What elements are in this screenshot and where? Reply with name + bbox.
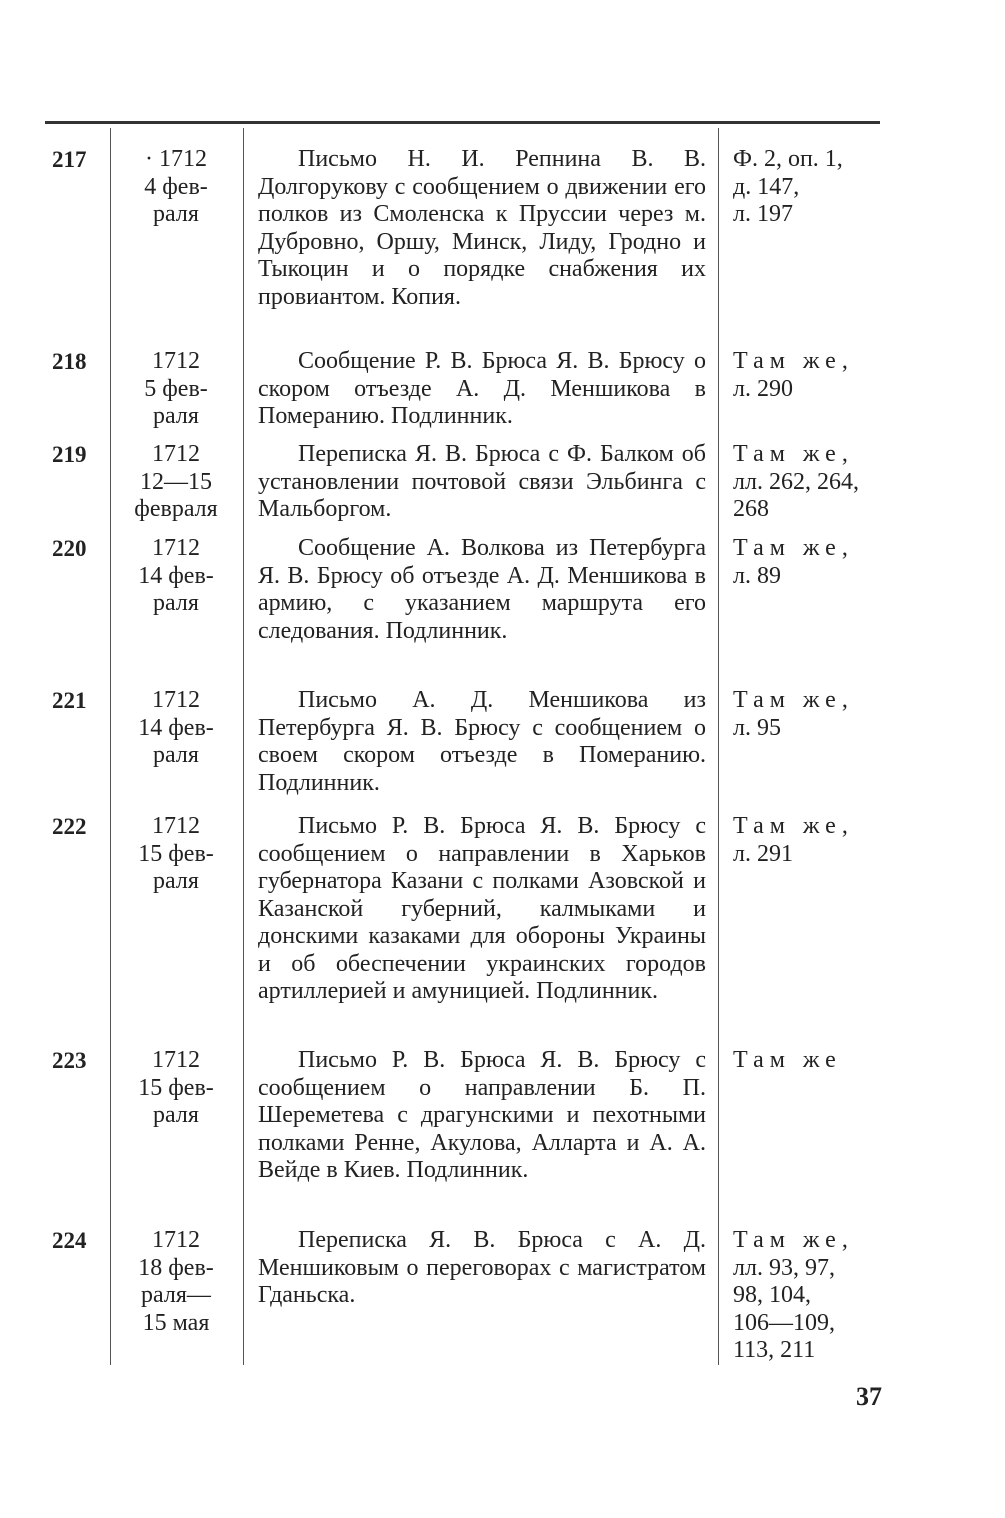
entry-description: Переписка Я. В. Брюса с А. Д. Меншиковым о переговорах с магистратом Гданьска.: [258, 1227, 706, 1308]
entry-description: Письмо А. Д. Меншикова из Петербурга Я. В. Брюсу с сообщением о своем скором отъезде в Померанию. Подлинник.: [258, 687, 706, 796]
entry-reference: Ф. 2, оп. 1, д. 147, л. 197: [733, 146, 843, 227]
entry-reference: Там же, л. 291: [733, 813, 854, 867]
entry-date: 1712 15 фев- раля: [138, 1047, 214, 1128]
entry-date: 1712 12—15 февраля: [134, 441, 218, 522]
entry-number: 224: [52, 1228, 87, 1253]
entry-reference: Там же, л. 290: [733, 348, 854, 402]
entry-reference: Там же: [733, 1047, 842, 1073]
entry-description: Сообщение А. Волкова из Петербурга Я. В. Брюсу об отъезде А. Д. Меншикова в армию, с указанием маршрута его следования. Подлинник.: [258, 535, 706, 644]
entry-reference: Там же, лл. 262, 264, 268: [733, 441, 859, 522]
column-divider-number: [110, 128, 111, 1365]
entry-description: Переписка Я. В. Брюса с Ф. Балком об установлении почтовой связи Эльбинга с Мальборгом.: [258, 441, 706, 522]
column-divider-description: [718, 128, 719, 1365]
entry-description: Письмо Р. В. Брюса Я. В. Брюсу с сообщением о направлении Б. П. Шереметева с драгунскими и пехотными полками Ренне, Акулова, Алларта и А. А. Вейде в Киев. Подлинник.: [258, 1047, 706, 1183]
entry-number: 220: [52, 536, 87, 561]
entry-date: · 1712 4 фев- раля: [144, 146, 208, 227]
entry-number: 221: [52, 688, 87, 713]
entry-date: 1712 18 фев- раля— 15 мая: [138, 1227, 214, 1336]
entry-description: Письмо Р. В. Брюса Я. В. Брюсу с сообщением о направлении в Харьков губернатора Казани с полками Азовской и Казанской губерний, калмыками и донскими казаками для обороны Украины и об обеспечении украинских городов артиллерией и амуницией. Подлинник.: [258, 813, 706, 1004]
entry-date: 1712 14 фев- раля: [138, 687, 214, 768]
entry-reference: Там же, лл. 93, 97, 98, 104, 106—109, 113, 211: [733, 1227, 854, 1363]
entry-number: 218: [52, 349, 87, 374]
entry-date: 1712 14 фев- раля: [138, 535, 214, 616]
entry-number: 223: [52, 1048, 87, 1073]
entry-number: 222: [52, 814, 87, 839]
entry-description: Письмо Н. И. Репнина В. В. Долгорукову с сообщением о движении его полков из Смоленска к Пруссии через м. Дубровно, Оршу, Минск, Лиду, Гродно и Тыкоцин и о порядке снабжения их провиантом. Копия.: [258, 146, 706, 310]
entry-reference: Там же, л. 95: [733, 687, 854, 741]
entry-number: 217: [52, 147, 87, 172]
top-rule: [45, 121, 880, 124]
entry-number: 219: [52, 442, 87, 467]
entry-date: 1712 15 фев- раля: [138, 813, 214, 894]
entry-description: Сообщение Р. В. Брюса Я. В. Брюсу о скором отъезде А. Д. Меншикова в Померанию. Подлинник.: [258, 348, 706, 429]
entry-reference: Там же, л. 89: [733, 535, 854, 589]
page-number: 37: [856, 1382, 882, 1411]
entry-date: 1712 5 фев- раля: [144, 348, 208, 429]
column-divider-date: [243, 128, 244, 1365]
